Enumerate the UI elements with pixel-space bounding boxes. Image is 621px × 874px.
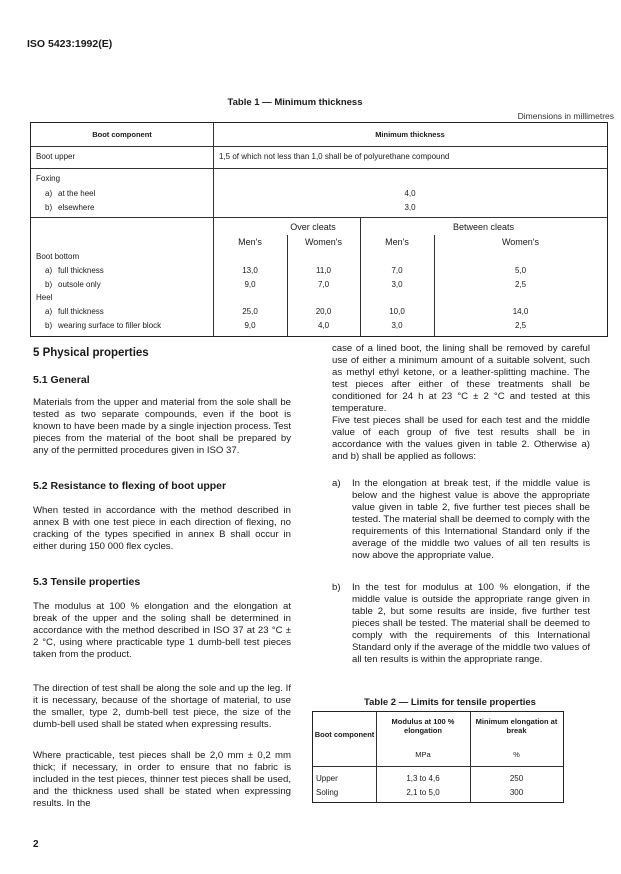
table1-units: Dimensions in millimetres (517, 111, 614, 121)
section-5-2-text: When tested in accordance with the method described in annex B with one test piece in each direction of flexing, no cracking of the types specified in annex B shall occur in either during 150 000 flex cycles. (33, 505, 291, 552)
section-5-1-text: Materials from the upper and material from the sole shall be tested as two separate compounds, even if the boot is known to have been made by a single injection process. Test pieces from the material of the boot shall be prepared by any of the permitted procedures given in ISO 37. (33, 397, 291, 456)
row-value: 13,0 (242, 266, 258, 275)
row-label: wearing surface to filler block (58, 321, 162, 330)
row-value: 3,0 (391, 321, 403, 330)
row-value: 2,5 (514, 321, 527, 330)
right-text-1: case of a lined boot, the lining shall be removed by careful use of either a minimum amount of a suitable solvent, such as methyl ethyl ketone, or a leather-splitting machine. The test pieces after either of these treatments shall be conditioned for 24 h at 23 °C ± 2 °C and tested at this temperature. (332, 343, 590, 414)
boot-upper-label: Boot upper (36, 152, 76, 161)
row-value: 2,5 (514, 280, 527, 289)
section-5-3-text-1: The modulus at 100 % elongation and the elongation at break of the upper and the soling shall be determined in accordance with the method described in ISO 37 at 23 °C ± 2 °C, using where practicable type 1 dumb-bell test pieces taken from the product. (33, 601, 291, 660)
row-value: 14,0 (512, 307, 529, 316)
row-modulus: 2,1 to 5,0 (406, 788, 440, 797)
row-value: 20,0 (315, 307, 332, 316)
row-value: 7,0 (391, 266, 403, 275)
subcol-women-between: Women's (501, 237, 540, 247)
right-text-2: Five test pieces shall be used for each test and the middle value of each group of five test results shall be in accordance with the values given in table 2. Otherwise a) and b) shall be applied as follows: (332, 415, 590, 462)
subcol-women-over: Women's (304, 237, 343, 247)
table2-header-modulus: Modulus at 100 % elongation (391, 717, 455, 735)
group-over-cleats: Over cleats (290, 222, 336, 232)
section-5-3-text-3: Where practicable, test pieces shall be 2,0 mm ± 0,2 mm thick; if necessary, in order to ensure that no fabric is included in the test pieces, thinner test pieces shall be used, and the thickness used shall be stated when expressing results. In the (33, 750, 291, 809)
subcol-men-over: Men's (238, 237, 262, 247)
section-5-heading: 5 Physical properties (33, 347, 149, 359)
row-label: outsole only (58, 280, 101, 289)
table2-header-component: Boot component (314, 730, 375, 739)
foxing-a-value: 4,0 (404, 189, 416, 198)
subcol-men-between: Men's (385, 237, 409, 247)
table1 (30, 122, 608, 337)
table2-title: Table 2 — Limits for tensile properties (364, 697, 536, 708)
row-value: 9,0 (244, 280, 256, 289)
row-value: 5,0 (514, 266, 527, 275)
foxing-b-label: elsewhere (58, 203, 95, 212)
foxing-b-value: 3,0 (404, 203, 416, 212)
list-item-b-mark: b) (332, 582, 341, 593)
table2-unit-percent: % (513, 750, 520, 759)
row-label: Soling (316, 788, 339, 797)
page-number: 2 (33, 839, 39, 850)
row-value: 4,0 (317, 321, 330, 330)
row-mark: b) (45, 280, 53, 289)
heel-label: Heel (36, 293, 53, 302)
table1-header-component: Boot component (92, 130, 152, 139)
foxing-a-label: at the heel (58, 189, 96, 198)
list-item-a-text: In the elongation at break test, if the middle value is below and the highest value is above the appropriate value given in table 2, five further test pieces shall be tested. The material shall be deemed to comply with the requirements of this International Standard only if the average of the middle two values of all ten results is now above the appropriate value. (352, 478, 590, 561)
row-label: Upper (316, 774, 338, 783)
row-mark: b) (45, 321, 53, 330)
group-between-cleats: Between cleats (452, 222, 515, 232)
foxing-b-mark: b) (45, 203, 53, 212)
section-5-1-heading: 5.1 General (33, 374, 90, 386)
table2-header-elongation: Minimum elongation at break (475, 717, 558, 735)
boot-upper-value: 1,5 of which not less than 1,0 shall be of polyurethane compound (219, 152, 450, 161)
list-item-b-text: In the test for modulus at 100 % elongation, if the middle value is outside the appropriate range given in table 2, but some results are inside, five further test pieces shall be tested. The material shall be deemed to comply with the requirements of this International Standard only if the average of the middle two values of all ten results is within the appropriate range. (352, 582, 590, 665)
list-item-a (332, 478, 590, 562)
list-item-a-mark: a) (332, 478, 341, 489)
row-value: 25,0 (242, 307, 258, 316)
row-value: 10,0 (389, 307, 405, 316)
row-mark: a) (45, 266, 53, 275)
table1-title: Table 1 — Minimum thickness (227, 97, 363, 108)
list-item-b (332, 582, 590, 666)
section-5-3-text-2: The direction of test shall be along the sole and up the leg. If it is necessary, because of the shortage of material, to use the smaller, type 2, dumb-bell test piece, the size of the dumb-bell used shall be stated when expressing results. (33, 683, 291, 730)
row-value: 3,0 (391, 280, 403, 289)
row-elongation: 300 (509, 788, 524, 797)
row-label: full thickness (58, 307, 104, 316)
row-value: 7,0 (317, 280, 330, 289)
row-mark: a) (45, 307, 53, 316)
section-5-3-heading: 5.3 Tensile properties (33, 576, 141, 588)
table1-header-thickness: Minimum thickness (375, 130, 445, 139)
boot-bottom-label: Boot bottom (36, 252, 80, 261)
foxing-a-mark: a) (45, 189, 53, 198)
table2-unit-mpa: MPa (415, 750, 431, 759)
row-value: 11,0 (316, 266, 331, 275)
row-modulus: 1,3 to 4,6 (406, 774, 440, 783)
foxing-label: Foxing (36, 174, 61, 183)
row-elongation: 250 (509, 774, 524, 783)
section-5-2-heading: 5.2 Resistance to flexing of boot upper (33, 480, 227, 492)
table2 (312, 711, 564, 803)
row-label: full thickness (58, 266, 104, 275)
row-value: 9,0 (244, 321, 256, 330)
document-id: ISO 5423:1992(E) (27, 38, 113, 50)
